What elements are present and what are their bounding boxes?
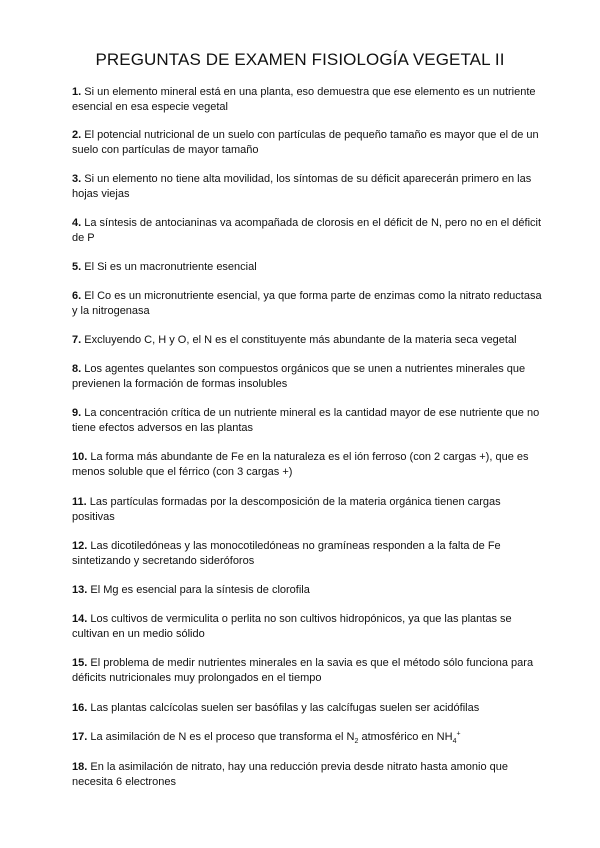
question-text: El Co es un micronutriente esencial, ya que forma parte de enzimas como la nitrato reductasa y la nitrogenasa [72, 290, 542, 317]
question-16 [72, 701, 542, 716]
question-text: El Mg es esencial para la síntesis de clorofila [90, 584, 310, 596]
question-text: La concentración crítica de un nutriente mineral es la cantidad mayor de ese nutriente que no tiene efectos adversos en las plantas [72, 407, 540, 434]
question-10 [72, 450, 542, 480]
question-text: El Si es un macronutriente esencial [84, 261, 257, 273]
question-number: 9. [72, 407, 82, 419]
question-14 [72, 612, 542, 642]
question-number: 4. [72, 217, 82, 229]
question-text: El potencial nutricional de un suelo con partículas de pequeño tamaño es mayor que el de un suelo con partículas de mayor tamaño [72, 129, 539, 156]
question-number: 10. [72, 451, 88, 463]
question-number: 18. [72, 761, 88, 773]
question-9 [72, 406, 542, 436]
question-text: La forma más abundante de Fe en la naturaleza es el ión ferroso (con 2 cargas +), que es menos soluble que el férrico (con 3 cargas +) [72, 451, 529, 478]
question-8 [72, 362, 542, 392]
question-number: 8. [72, 363, 82, 375]
question-number: 16. [72, 702, 88, 714]
question-18 [72, 760, 542, 790]
question-7 [72, 333, 542, 348]
question-4 [72, 216, 542, 246]
question-11 [72, 495, 542, 525]
question-number: 3. [72, 173, 82, 185]
question-number: 11. [72, 496, 87, 508]
question-1 [72, 85, 542, 115]
question-12 [72, 539, 542, 569]
question-number: 7. [72, 334, 82, 346]
question-text-cont: atmosférico en NH [358, 731, 453, 743]
question-text: En la asimilación de nitrato, hay una reducción previa desde nitrato hasta amonio que necesita 6 electrones [72, 761, 509, 788]
question-17 [72, 730, 542, 745]
question-number: 14. [72, 613, 88, 625]
question-15 [72, 656, 542, 686]
superscript: + [456, 730, 461, 738]
question-5 [72, 260, 542, 275]
question-text: El problema de medir nutrientes minerales en la savia es que el método sólo funciona para déficits nutricionales muy prolongados en el tiempo [72, 657, 534, 684]
question-number: 5. [72, 261, 82, 273]
question-text: Las plantas calcícolas suelen ser basófilas y las calcífugas suelen ser acidófilas [90, 702, 480, 714]
question-text: Si un elemento mineral está en una planta, eso demuestra que ese elemento es un nutriente esencial en esa especie vegetal [72, 86, 536, 113]
question-number: 1. [72, 86, 82, 98]
question-13 [72, 583, 542, 598]
question-2 [72, 128, 542, 158]
question-text: Si un elemento no tiene alta movilidad, los síntomas de su déficit aparecerán primero en las hojas viejas [72, 173, 532, 200]
question-6 [72, 289, 542, 319]
question-number: 17. [72, 731, 88, 743]
question-text: Las dicotiledóneas y las monocotiledóneas no gramíneas responden a la falta de Fe sintetizando y secretando sideróforos [72, 540, 501, 567]
question-text: Las partículas formadas por la descomposición de la materia orgánica tienen cargas positivas [72, 496, 501, 523]
question-number: 15. [72, 657, 88, 669]
question-3 [72, 172, 542, 202]
question-number: 6. [72, 290, 82, 302]
question-text: La asimilación de N es el proceso que transforma el N [90, 731, 355, 743]
subscript: 2 [354, 738, 359, 746]
question-text: Los agentes quelantes son compuestos orgánicos que se unen a nutrientes minerales que previenen la formación de formas insolubles [72, 363, 526, 390]
question-text: La síntesis de antocianinas va acompañada de clorosis en el déficit de N, pero no en el déficit de P [72, 217, 542, 244]
question-text: Los cultivos de vermiculita o perlita no son cultivos hidropónicos, ya que las plantas se cultivan en un medio sólido [72, 613, 512, 640]
subscript: 4 [452, 738, 457, 746]
question-number: 12. [72, 540, 88, 552]
question-number: 2. [72, 129, 82, 141]
question-number: 13. [72, 584, 88, 596]
question-text: Excluyendo C, H y O, el N es el constituyente más abundante de la materia seca vegetal [84, 334, 517, 346]
page-title: PREGUNTAS DE EXAMEN FISIOLOGÍA VEGETAL II [95, 50, 505, 69]
